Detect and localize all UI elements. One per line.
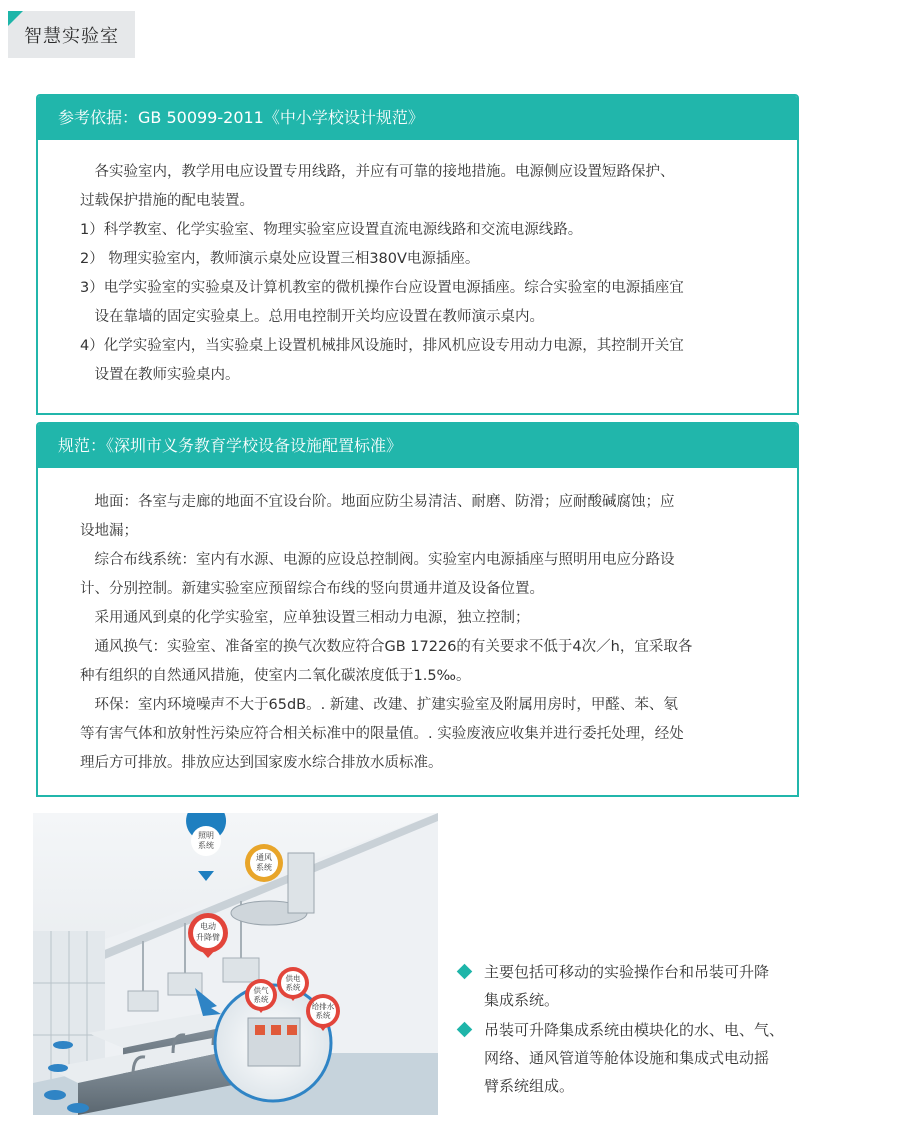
standard-card-heading: 规范：《深圳市义务教育学校设备设施配置标准》 bbox=[38, 424, 797, 468]
diamond-bullet-icon bbox=[457, 1022, 473, 1038]
standard-card-body bbox=[38, 468, 797, 778]
reference-card-body bbox=[38, 140, 797, 390]
paragraph-line: 各实验室内，教学用电应设置专用线路，并应有可靠的接地措施。电源侧应设置短路保护、 bbox=[80, 164, 675, 180]
paragraph-line: 环保：室内环境噪声不大于65dB。. 新建、改建、扩建实验室及附属用房时，甲醛、苯、氡 bbox=[80, 697, 678, 713]
list-item-line: 吊装可升降集成系统由模块化的水、电、气、 bbox=[484, 1021, 785, 1039]
tag-corner-accent bbox=[8, 11, 23, 26]
paragraph-line: 过载保护措施的配电装置。 bbox=[80, 193, 254, 209]
list-item-line: 主要包括可移动的实验操作台和吊装可升降 bbox=[484, 963, 770, 981]
paragraph-line: 地面：各室与走廊的地面不宜设台阶。地面应防尘易清洁、耐磨、防滑；应耐酸碱腐蚀；应 bbox=[80, 494, 675, 510]
list-item-line: 集成系统。 bbox=[484, 991, 560, 1009]
svg-text:系统: 系统 bbox=[285, 983, 301, 992]
paragraph-line: 综合布线系统：室内有水源、电源的应设总控制阀。实验室内电源插座与照明用电应分路设 bbox=[80, 552, 675, 568]
page-title: 智慧实验室 bbox=[24, 26, 119, 47]
svg-text:电动: 电动 bbox=[200, 922, 216, 931]
reference-card-heading: 参考依据：GB 50099-2011《中小学校设计规范》 bbox=[38, 96, 797, 140]
list-item-line: 网络、通风管道等舱体设施和集成式电动摇 bbox=[484, 1049, 770, 1067]
paragraph-line: 设地漏； bbox=[80, 523, 138, 539]
lab-illustration bbox=[33, 813, 438, 1115]
paragraph-line: 通风换气：实验室、准备室的换气次数应符合GB 17226的有关要求不低于4次／h，宜采取各 bbox=[80, 639, 693, 655]
paragraph-line: 等有害气体和放射性污染应符合相关标准中的限量值。. 实验废液应收集并进行委托处理，经处 bbox=[80, 726, 684, 742]
svg-text:升降臂: 升降臂 bbox=[196, 933, 220, 942]
paragraph-line: 4）化学实验室内，当实验桌上设置机械排风设施时，排风机应设专用动力电源，其控制开关宜 bbox=[80, 338, 684, 354]
standard-card bbox=[36, 422, 799, 797]
pin-ventilation bbox=[245, 844, 283, 882]
feature-list bbox=[456, 958, 806, 1100]
svg-text:供气: 供气 bbox=[253, 986, 269, 995]
paragraph-line: 种有组织的自然通风措施，使室内二氧化碳浓度低于1.5‰。 bbox=[80, 668, 471, 684]
paragraph-line: 2） 物理实验室内，教师演示桌处应设置三相380V电源插座。 bbox=[80, 251, 480, 267]
svg-text:系统: 系统 bbox=[198, 841, 214, 850]
diamond-bullet-icon bbox=[457, 964, 473, 980]
paragraph-line: 设在靠墙的固定实验桌上。总用电控制开关均应设置在教师演示桌内。 bbox=[80, 309, 544, 325]
paragraph-line: 理后方可排放。排放应达到国家废水综合排放水质标准。 bbox=[80, 755, 443, 771]
svg-text:照明: 照明 bbox=[198, 831, 214, 840]
svg-text:系统: 系统 bbox=[256, 863, 272, 872]
svg-text:系统: 系统 bbox=[315, 1011, 331, 1020]
svg-text:供电: 供电 bbox=[285, 974, 301, 983]
paragraph-line: 设置在教师实验桌内。 bbox=[80, 367, 240, 383]
svg-text:给排水: 给排水 bbox=[311, 1002, 335, 1011]
paragraph-line: 计、分别控制。新建实验室应预留综合布线的竖向贯通井道及设备位置。 bbox=[80, 581, 544, 597]
list-item bbox=[456, 1016, 806, 1100]
list-item-line: 臂系统组成。 bbox=[484, 1077, 575, 1095]
list-item bbox=[456, 958, 806, 1014]
paragraph-line: 采用通风到桌的化学实验室，应单独设置三相动力电源，独立控制； bbox=[80, 610, 530, 626]
paragraph-line: 1）科学教室、化学实验室、物理实验室应设置直流电源线路和交流电源线路。 bbox=[80, 222, 583, 238]
paragraph-line: 3）电学实验室的实验桌及计算机教室的微机操作台应设置电源插座。综合实验室的电源插座宜 bbox=[80, 280, 684, 296]
svg-text:系统: 系统 bbox=[253, 995, 269, 1004]
svg-text:通风: 通风 bbox=[256, 853, 272, 862]
section-tag bbox=[8, 11, 135, 58]
reference-card bbox=[36, 94, 799, 415]
